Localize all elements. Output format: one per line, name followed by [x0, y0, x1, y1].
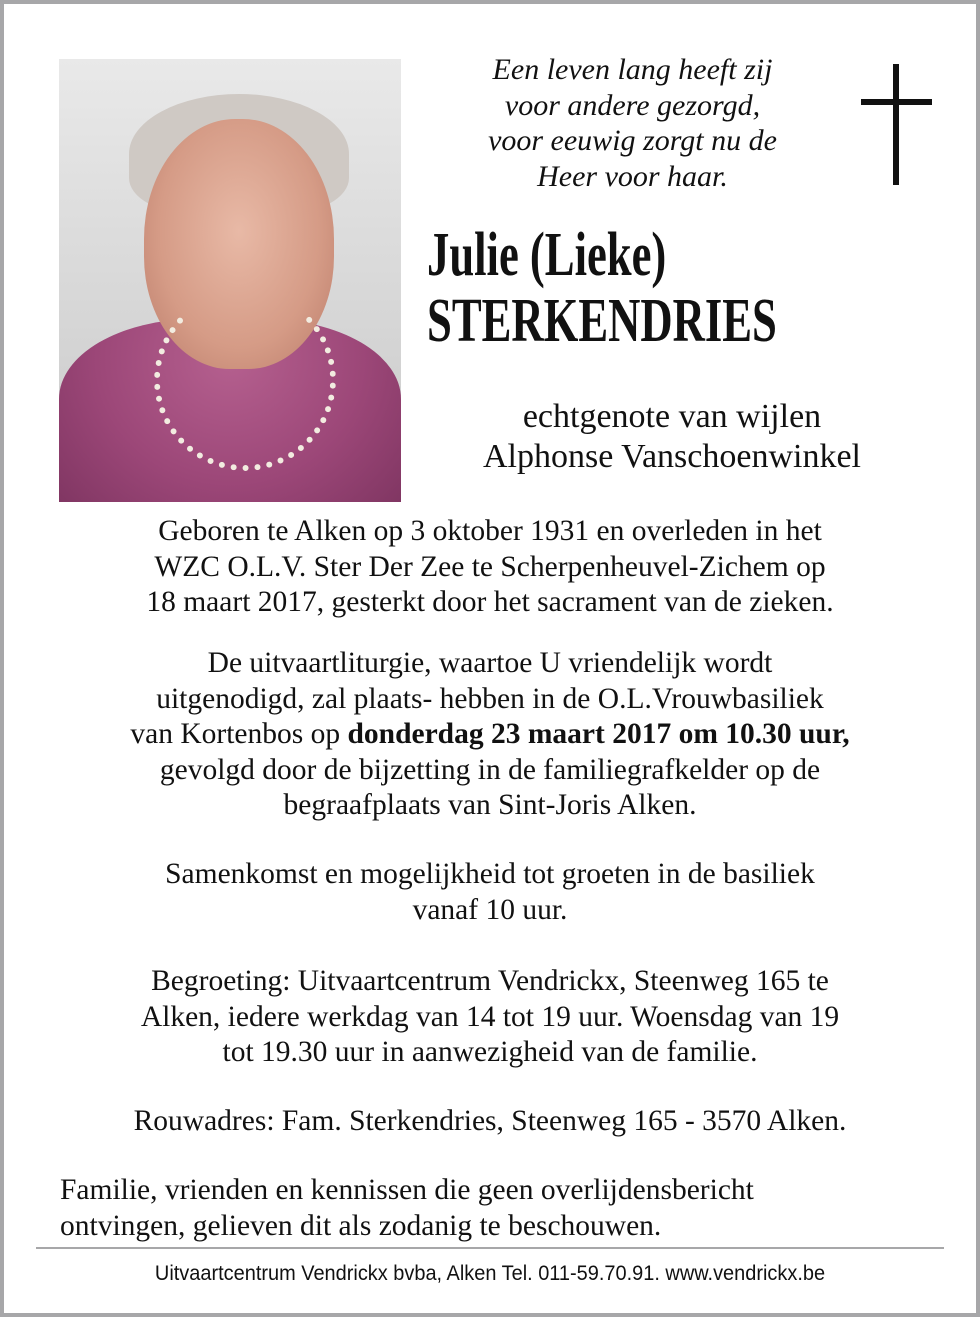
poem-line: Heer voor haar.: [537, 159, 728, 193]
deceased-last-name: STERKENDRIES: [427, 287, 777, 355]
divider: [36, 1247, 944, 1249]
text-line: Samenkomst en mogelijkheid tot groeten in de basiliek: [165, 858, 815, 890]
spouse-line: echtgenote van wijlen: [522, 398, 822, 435]
spouse-name: Alphonse Vanschoenwinkel: [482, 438, 862, 475]
text-line: 18 maart 2017, gesterkt door het sacrament van de zieken.: [146, 586, 834, 618]
text-line: ontvingen, gelieven dit als zodanig te beschouwen.: [60, 1209, 662, 1242]
text-line: Geboren te Alken op 3 oktober 1931 en overleden in het: [158, 515, 822, 547]
text-line: [40, 717, 940, 753]
notice-paragraph: [60, 1173, 940, 1244]
cross-horizontal: [861, 99, 932, 105]
cross-vertical: [893, 64, 899, 185]
portrait-photo: [59, 59, 401, 502]
footer-funeral-home: Uitvaartcentrum Vendrickx bvba, Alken Tel. 011-59.70.91. www.vendrickx.be: [154, 1262, 826, 1285]
text-line: begraafplaats van Sint-Joris Alken.: [283, 789, 697, 821]
spouse-info: [430, 397, 914, 477]
poem: [440, 52, 825, 194]
text-line: Begroeting: Uitvaartcentrum Vendrickx, Steenweg 165 te: [151, 965, 829, 997]
text-line: WZC O.L.V. Ster Der Zee te Scherpenheuvel-Zichem op: [154, 550, 826, 583]
funeral-paragraph: [40, 646, 940, 824]
text-segment: van Kortenbos op: [130, 718, 348, 750]
gathering-paragraph: [40, 857, 940, 928]
poem-line: voor eeuwig zorgt nu de: [488, 124, 777, 157]
funeral-date: donderdag 23 maart 2017 om 10.30 uur,: [347, 718, 850, 750]
photo-pearl-necklace: [154, 289, 336, 471]
text-line: De uitvaartliturgie, waartoe U vriendelijk wordt: [207, 647, 773, 679]
mourning-address: Rouwadres: Fam. Sterkendries, Steenweg 165 - 3570 Alken.: [133, 1105, 847, 1137]
text-line: uitgenodigd, zal plaats- hebben in de O.L.Vrouwbasiliek: [156, 682, 824, 715]
poem-line: Een leven lang heeft zij: [492, 53, 773, 86]
text-line: gevolgd door de bijzetting in de familiegrafkelder op de: [159, 753, 821, 786]
text-line: vanaf 10 uur.: [412, 893, 568, 926]
text-line: Familie, vrienden en kennissen die geen overlijdensbericht: [60, 1174, 754, 1206]
birth-death-paragraph: [40, 514, 940, 621]
text-line: tot 19.30 uur in aanwezigheid van de familie.: [222, 1036, 758, 1068]
deceased-first-name: Julie (Lieke): [427, 221, 667, 289]
text-line: Alken, iedere werkdag van 14 tot 19 uur. Woensdag van 19: [140, 1000, 840, 1033]
visitation-paragraph: [40, 964, 940, 1071]
poem-line: voor andere gezorgd,: [504, 88, 761, 122]
